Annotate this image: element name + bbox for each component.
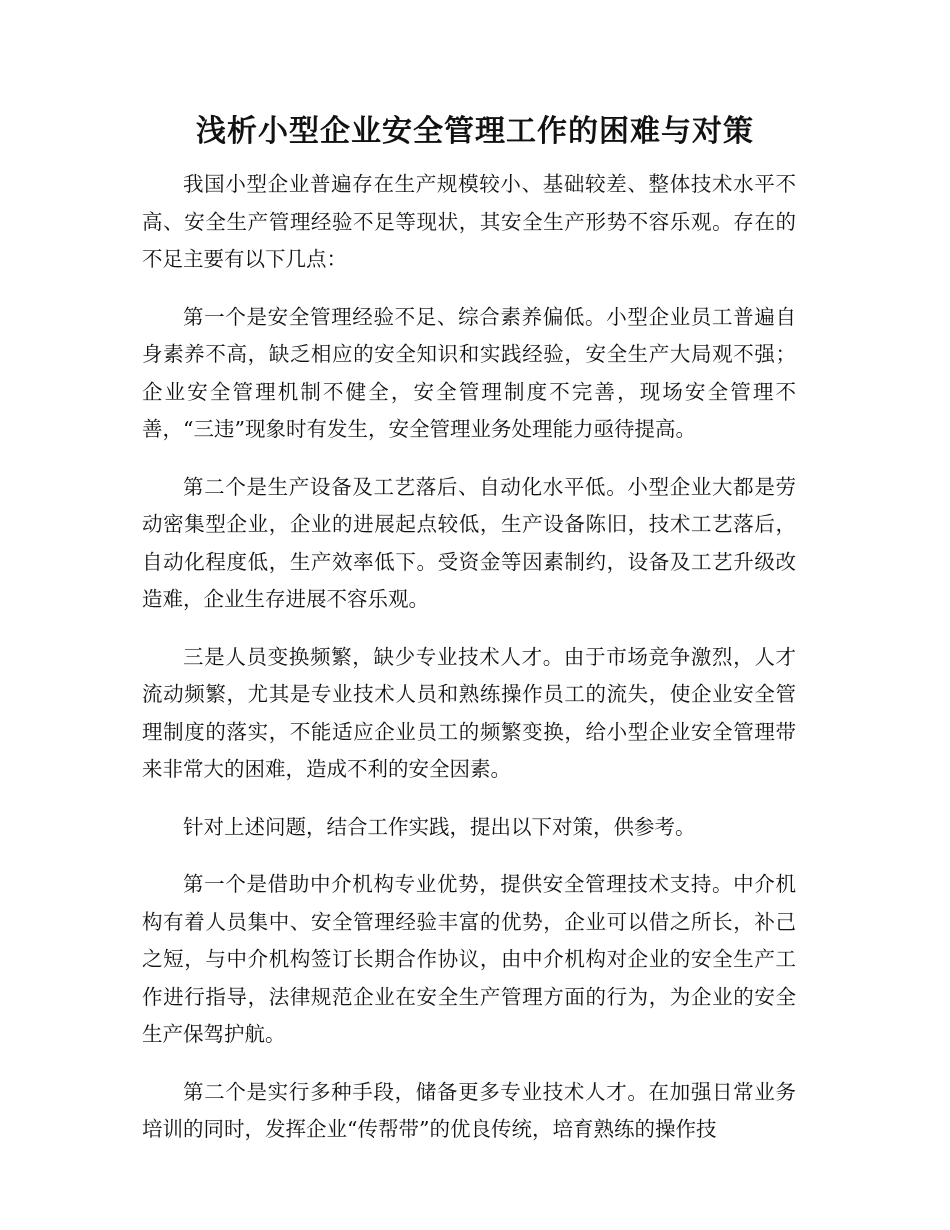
paragraph: 针对上述问题，结合工作实践，提出以下对策，供参考。 <box>183 814 696 839</box>
document-body <box>142 166 796 1149</box>
paragraph: 第一个是安全管理经验不足、综合素养偏低。小型企业员工普遍自身素养不高，缺乏相应的安全知识和实践经验，安全生产大局观不强；企业安全管理机制不健全，安全管理制度不完善，现场安全管理不善，“三违”现象时有发生，安全管理业务处理能力亟待提高。 <box>142 304 796 441</box>
paragraph: 三是人员变换频繁，缺少专业技术人才。由于市场竞争激烈，人才流动频繁，尤其是专业技术人员和熟练操作员工的流失，使企业安全管理制度的落实，不能适应企业员工的频繁变换，给小型企业安全管理带来非常大的困难，造成不利的安全因素。 <box>142 644 796 781</box>
paragraph: 第一个是借助中介机构专业优势，提供安全管理技术支持。中介机构有着人员集中、安全管理经验丰富的优势，企业可以借之所长，补己之短，与中介机构签订长期合作协议，由中介机构对企业的安全生产工作进行指导，法律规范企业在安全生产管理方面的行为，为企业的安全生产保驾护航。 <box>142 872 796 1046</box>
paragraph: 我国小型企业普遍存在生产规模较小、基础较差、整体技术水平不高、安全生产管理经验不足等现状，其安全生产形势不容乐观。存在的不足主要有以下几点： <box>142 172 796 271</box>
paragraph: 第二个是实行多种手段，储备更多专业技术人才。在加强日常业务培训的同时，发挥企业“传帮带”的优良传统，培育熟练的操作技 <box>142 1079 796 1141</box>
document-title: 浅析小型企业安全管理工作的困难与对策 <box>196 114 754 149</box>
paragraph: 第二个是生产设备及工艺落后、自动化水平低。小型企业大都是劳动密集型企业，企业的进展起点较低，生产设备陈旧，技术工艺落后，自动化程度低，生产效率低下。受资金等因素制约，设备及工艺升级改造难，企业生存进展不容乐观。 <box>142 474 796 611</box>
